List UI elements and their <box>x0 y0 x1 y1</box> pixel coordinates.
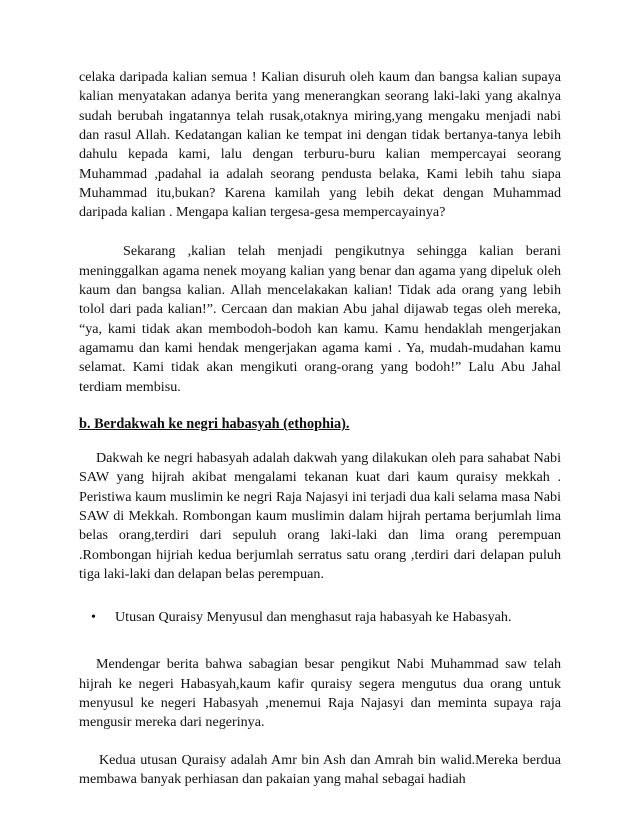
paragraph-dakwah-habasyah: Dakwah ke negri habasyah adalah dakwah yang dilakukan oleh para sahabat Nabi SAW yang hijrah akibat mengalami tekanan kuat dari kaum quraisy mekkah . Peristiwa kaum muslimin ke negri Raja Najasyi ini terjadi dua kali selama masa Nabi SAW di Mekkah. Rombongan kaum muslimin dalam hijrah pertama berjumlah lima belas orang,terdiri dari sepuluh orang laki-laki dan lima orang perempuan .Rombongan hijriah kedua berjumlah serratus satu orang ,terdiri dari delapan puluh tiga laki-laki dan delapan belas perempuan. <box>79 450 561 583</box>
bullet-icon: • <box>91 609 96 626</box>
paragraph-abu-jahal-speech: celaka daripada kalian semua ! Kalian disuruh oleh kaum dan bangsa kalian supaya kalian menyatakan adanya berita yang menerangkan seorang laki-laki yang akalnya sudah berubah ingatannya telah rusak,otaknya miring,yang mengaku menjadi nabi dan rasul Allah. Kedatangan kalian ke tempat ini dengan tidak bertanya-tanya lebih dahulu kepada kami, lalu dengan terburu-buru kalian mempercayai seorang Muhammad ,padahal ia adalah seorang pendusta belaka, Kami lebih tahu siapa Muhammad itu,bukan? Karena kamilah yang lebih dekat dengan Muhammad daripada kalian . Mengapa kalian tergesa-gesa mempercayainya? <box>79 69 561 221</box>
paragraph-envoy-names: Kedua utusan Quraisy adalah Amr bin Ash dan Amrah bin walid.Mereka berdua membawa banyak perhiasan dan pakaian yang mahal sebagai hadiah <box>79 751 561 788</box>
paragraph-abu-jahal-reply: Sekarang ,kalian telah menjadi pengikutnya sehingga kalian berani meninggalkan agama nenek moyang kalian yang benar dan agama yang dipeluk oleh kaum dan bangsa kalian. Allah mencelakakan kalian! Tidak ada orang yang lebih tolol dari pada kalian!”. Cercaan dan makian Abu jahal dijawab tegas oleh mereka, “ya, kami tidak akan membodoh-bodoh kan kamu. Kamu hendaklah mengerjakan agamamu dan kami hendak mengerjakan agama kami . Ya, mudah-mudahan kamu selamat. Kami tidak akan mengikuti orang-orang yang bodoh!” Lalu Abu Jahal terdiam membisu. <box>79 243 561 395</box>
document-page <box>79 68 561 789</box>
bullet-list-item <box>91 608 561 627</box>
paragraph-quraisy-envoys: Mendengar berita bahwa sabagian besar pengikut Nabi Muhammad saw telah hijrah ke negeri Habasyah,kaum kafir quraisy segera mengutus dua orang untuk menyusul ke negeri Habasyah ,menemui Raja Najasyi dan meminta supaya raja mengusir mereka dari negerinya. <box>79 656 561 731</box>
section-heading-habasyah: b. Berdakwah ke negri habasyah (ethophia). <box>79 416 350 432</box>
bullet-item-text: Utusan Quraisy Menyusul dan menghasut raja habasyah ke Habasyah. <box>115 609 512 626</box>
